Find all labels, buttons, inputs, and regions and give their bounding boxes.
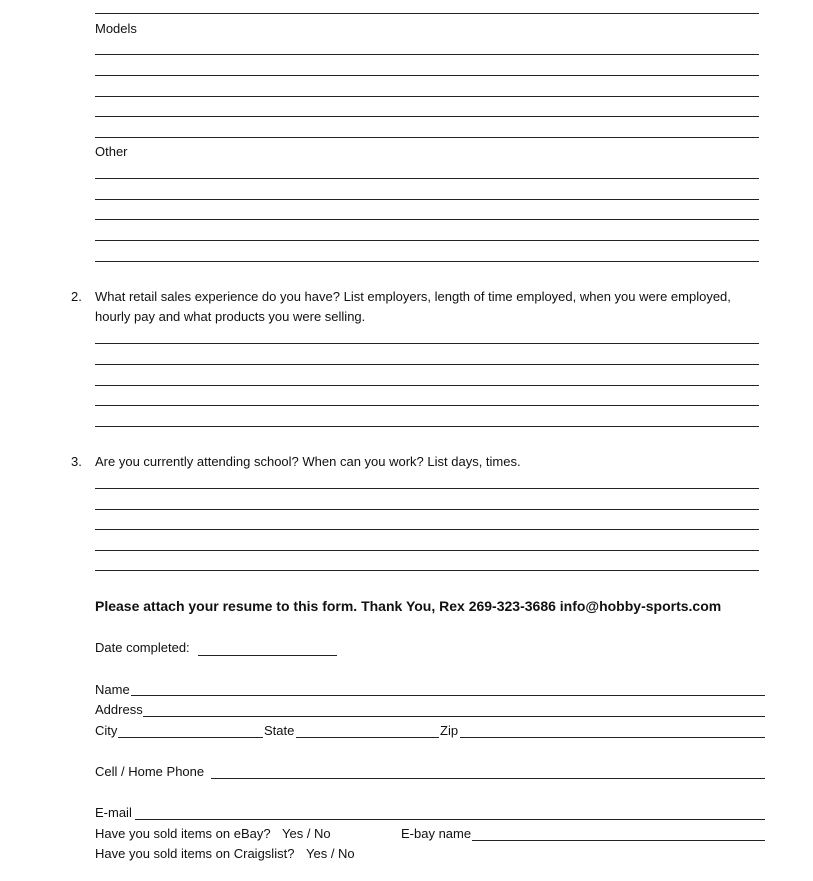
- craigslist-yes-no[interactable]: Yes / No: [306, 846, 355, 861]
- answer-line[interactable]: [95, 96, 759, 97]
- answer-line[interactable]: [95, 116, 759, 117]
- answer-line[interactable]: [95, 75, 759, 76]
- name-field[interactable]: [131, 695, 765, 696]
- question-number: 2.: [71, 289, 82, 304]
- answer-line[interactable]: [95, 385, 759, 386]
- city-label: City: [95, 723, 118, 738]
- question-text: Are you currently attending school? When can you work? List days, times.: [95, 454, 521, 469]
- city-field[interactable]: [118, 737, 263, 738]
- email-field[interactable]: [135, 819, 765, 820]
- answer-line[interactable]: [95, 426, 759, 427]
- state-label: State: [264, 723, 295, 738]
- section-label-other: Other: [95, 144, 128, 159]
- answer-line[interactable]: [95, 529, 759, 530]
- craigslist-question: Have you sold items on Craigslist?: [95, 846, 295, 861]
- question-number: 3.: [71, 454, 82, 469]
- zip-label: Zip: [440, 723, 459, 738]
- answer-line[interactable]: [95, 54, 759, 55]
- answer-line[interactable]: [95, 343, 759, 344]
- question-text: hourly pay and what products you were selling.: [95, 309, 366, 324]
- answer-line[interactable]: [95, 178, 759, 179]
- date-completed-field[interactable]: [198, 655, 337, 656]
- answer-line[interactable]: [95, 13, 759, 14]
- ebay-yes-no[interactable]: Yes / No: [282, 826, 331, 841]
- answer-line[interactable]: [95, 570, 759, 571]
- ebay-name-field[interactable]: [472, 840, 765, 841]
- answer-line[interactable]: [95, 550, 759, 551]
- address-field[interactable]: [143, 716, 765, 717]
- phone-field[interactable]: [211, 778, 765, 779]
- email-label: E-mail: [95, 805, 132, 820]
- answer-line[interactable]: [95, 405, 759, 406]
- answer-line[interactable]: [95, 364, 759, 365]
- name-label: Name: [95, 682, 130, 697]
- answer-line[interactable]: [95, 240, 759, 241]
- question-text: What retail sales experience do you have? List employers, length of time employed, when you were employed,: [95, 289, 731, 304]
- answer-line[interactable]: [95, 219, 759, 220]
- ebay-name-label: E-bay name: [401, 826, 472, 841]
- section-label-models: Models: [95, 21, 137, 36]
- ebay-question: Have you sold items on eBay?: [95, 826, 271, 841]
- answer-line[interactable]: [95, 261, 759, 262]
- answer-line[interactable]: [95, 488, 759, 489]
- address-label: Address: [95, 702, 143, 717]
- answer-line[interactable]: [95, 137, 759, 138]
- zip-field[interactable]: [460, 737, 765, 738]
- answer-line[interactable]: [95, 199, 759, 200]
- phone-label: Cell / Home Phone: [95, 764, 205, 779]
- date-completed-label: Date completed:: [95, 640, 190, 655]
- answer-line[interactable]: [95, 509, 759, 510]
- state-field[interactable]: [296, 737, 439, 738]
- closing-instructions: Please attach your resume to this form. Thank You, Rex 269-323-3686 info@hobby-sports.com: [95, 598, 722, 614]
